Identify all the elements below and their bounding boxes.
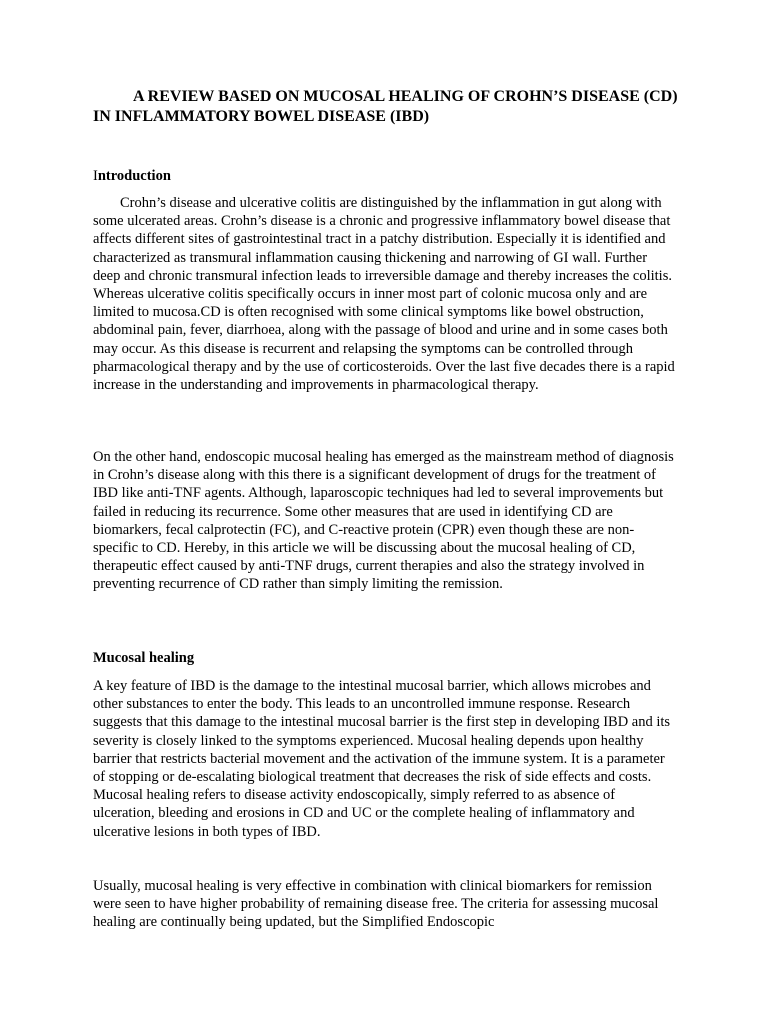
mucosal-healing-paragraph-2: Usually, mucosal healing is very effective in combination with clinical biomarkers for remission were seen to have higher probability of remaining disease free. The criteria for assessing mucosal healing are continually being updated, but the Simplified Endoscopic — [93, 878, 659, 931]
mucosal-healing-paragraph-1: A key feature of IBD is the damage to the intestinal mucosal barrier, which allows microbes and other substances to enter the body. This leads to an uncontrolled immune response. Research suggests that this damage to the intestinal mucosal barrier is the first step in developing IBD and its severity is closely linked to the symptoms experienced. Mucosal healing depends upon healthy barrier that restricts bacterial movement and the activation of the immune system. It is a parameter of stopping or de-escalating biological treatment that decreases the risk of side effects and costs. Mucosal healing refers to disease activity endoscopically, simply referred to as absence of ulceration, bleeding and erosions in CD and UC or the complete healing of inflammatory and ulcerative lesions in both types of IBD. — [93, 678, 671, 840]
introduction-paragraph-2: On the other hand, endoscopic mucosal healing has emerged as the mainstream method of diagnosis in Crohn’s disease along with this there is a significant development of drugs for the treatment of IBD like anti-TNF agents. Although, laparoscopic techniques had led to several improvements but failed in reducing its recurrence. Some other measures that are used in identifying CD are biomarkers, fecal calprotectin (FC), and C-reactive protein (CPR) even though these are non-specific to CD. Hereby, in this article we will be discussing about the mucosal healing of CD, therapeutic effect caused by anti-TNF drugs, current therapies and also the strategy involved in preventing recurrence of CD rather than simply limiting the remission. — [93, 449, 674, 593]
introduction-heading-rest: ntroduction — [97, 168, 171, 184]
mucosal-healing-heading: Mucosal healing — [93, 650, 195, 666]
introduction-heading-first-letter: I — [93, 168, 98, 184]
document-title: A REVIEW BASED ON MUCOSAL HEALING OF CROHN’S DISEASE (CD) IN INFLAMMATORY BOWEL DISEASE (IBD) — [93, 88, 678, 125]
introduction-paragraph-1: Crohn’s disease and ulcerative colitis are distinguished by the inflammation in gut along with some ulcerated areas. Crohn’s disease is a chronic and progressive inflammatory bowel disease that affects different sites of gastrointestinal tract in a patchy distribution. Especially it is identified and characterized as transmural inflammation causing thickening and narrowing of GI wall. Further deep and chronic transmural infection leads to irreversible damage and thereby increases the colitis. Whereas ulcerative colitis specifically occurs in inner most part of colonic mucosa only and are limited to mucosa.CD is often recognised with some clinical symptoms like bowel obstruction, abdominal pain, fever, diarrhoea, along with the passage of blood and urine and in some cases both may occur. As this disease is recurrent and relapsing the symptoms can be controlled through pharmacological therapy and by the use of corticosteroids. Over the last five decades there is a rapid increase in the understanding and improvements in pharmacological therapy. — [93, 195, 675, 394]
introduction-heading — [93, 167, 171, 185]
